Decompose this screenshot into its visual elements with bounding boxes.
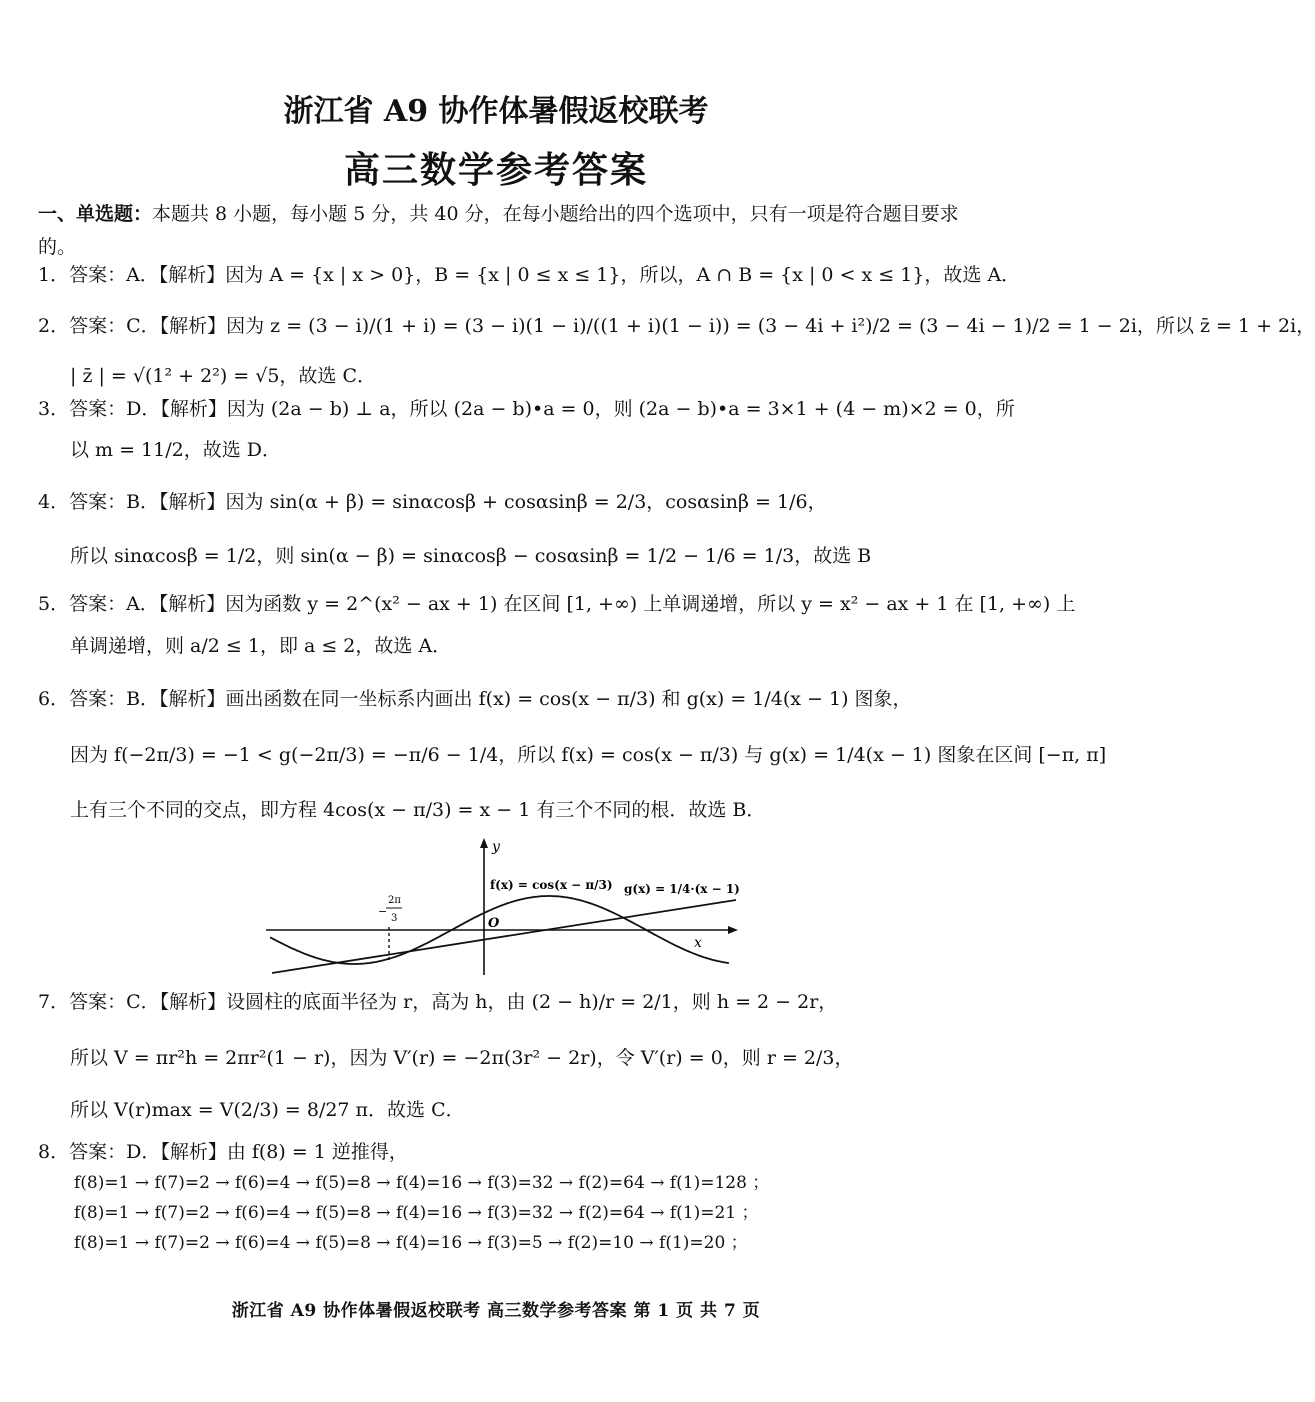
answer-8-line-4: f(8)=1 → f(7)=2 → f(6)=4 → f(5)=8 → f(4)=16 → f(3)=5 → f(2)=10 → f(1)=20 ； <box>74 1233 748 1253</box>
y-axis-arrow <box>480 838 488 848</box>
answer-4-line-2: 所以 sinαcosβ = 1/2，则 sin(α − β) = sinαcosβ − cosαsinβ = 1/2 − 1/6 = 1/3，故选 B <box>70 545 872 567</box>
f-label: f(x) = cos(x − π/3) <box>490 878 613 892</box>
x-axis-arrow <box>728 926 738 934</box>
x-axis-label: x <box>694 935 702 951</box>
tick-sign: − <box>378 905 388 918</box>
answer-7-line-1: 7．答案：C．【解析】设圆柱的底面半径为 r，高为 h，由 (2 − h)/r = 2/1，则 h = 2 − 2r， <box>38 991 838 1013</box>
origin-label: O <box>488 916 500 931</box>
answer-8-line-1: 8．答案：D．【解析】由 f(8) = 1 逆推得， <box>38 1141 408 1163</box>
g-label: g(x) = 1/4·(x − 1) <box>624 882 740 896</box>
answer-6-line-3: 上有三个不同的交点，即方程 4cos(x − π/3) = x − 1 有三个不同的根．故选 B． <box>70 799 766 821</box>
answer-5-line-2: 单调递增，则 a/2 ≤ 1，即 a ≤ 2，故选 A． <box>70 635 452 657</box>
answer-4-line-1: 4．答案：B．【解析】因为 sin(α + β) = sinαcosβ + cosαsinβ = 2/3，cosαsinβ = 1/6， <box>38 491 827 513</box>
answer-2-line-1: 2．答案：C．【解析】因为 z = (3 − i)/(1 + i) = (3 − i)(1 − i)/((1 + i)(1 − i)) = (3 − 4i + i²)/2 = (3 − 4i − 1)/2 = 1 − 2i，所以 z̄ = 1 + 2i， <box>38 315 1315 337</box>
answer-5-line-1: 5．答案：A．【解析】因为函数 y = 2^(x² − ax + 1) 在区间 [1, +∞) 上单调递增，所以 y = x² − ax + 1 在 [1, +∞) 上 <box>38 593 1076 615</box>
answer-1: 1．答案：A．【解析】因为 A = {x | x > 0}，B = {x | 0 ≤ x ≤ 1}，所以，A ∩ B = {x | 0 < x ≤ 1}，故选 A． <box>38 264 1021 286</box>
answer-8-line-3: f(8)=1 → f(7)=2 → f(6)=4 → f(5)=8 → f(4)=16 → f(3)=32 → f(2)=64 → f(1)=21 ； <box>74 1203 759 1223</box>
answer-6-line-2: 因为 f(−2π/3) = −1 < g(−2π/3) = −π/6 − 1/4，所以 f(x) = cos(x − π/3) 与 g(x) = 1/4(x − 1) 图象在区间 [−π, π] <box>70 744 1107 766</box>
function-graph <box>258 835 748 980</box>
y-axis-label: y <box>492 839 500 855</box>
tick-numerator: 2π <box>388 895 401 906</box>
answer-6-line-1: 6．答案：B．【解析】画出函数在同一坐标系内画出 f(x) = cos(x − π/3) 和 g(x) = 1/4(x − 1) 图象， <box>38 688 912 710</box>
document-title: 浙江省 A9 协作体暑假返校联考 <box>283 94 709 129</box>
answer-7-line-2: 所以 V = πr²h = 2πr²(1 − r)，因为 V′(r) = −2π(3r² − 2r)，令 V′(r) = 0，则 r = 2/3， <box>70 1047 854 1069</box>
tick-denominator: 3 <box>391 913 398 924</box>
section-heading: 一、单选题： <box>38 203 153 225</box>
page-footer: 浙江省 A9 协作体暑假返校联考 高三数学参考答案 第 1 页 共 7 页 <box>231 1301 761 1321</box>
answer-3-line-1: 3．答案：D．【解析】因为 (2a − b) ⊥ a，所以 (2a − b)•a = 0，则 (2a − b)•a = 3×1 + (4 − m)×2 = 0，所 <box>38 398 1015 420</box>
answer-3-line-2: 以 m = 11/2，故选 D． <box>70 439 281 461</box>
section-intro <box>38 198 968 264</box>
document-subtitle: 高三数学参考答案 <box>343 149 648 191</box>
answer-7-line-3: 所以 V(r)max = V(2/3) = 8/27 π．故选 C． <box>70 1099 465 1121</box>
answer-8-line-2: f(8)=1 → f(7)=2 → f(6)=4 → f(5)=8 → f(4)=16 → f(3)=32 → f(2)=64 → f(1)=128 ； <box>74 1173 770 1193</box>
section-instructions: 本题共 8 小题，每小题 5 分，共 40 分，在每小题给出的四个选项中，只有一项是符合题目要求的。 <box>38 203 959 258</box>
linear-line <box>272 900 736 973</box>
answer-2-line-2: | z̄ | = √(1² + 2²) = √5，故选 C． <box>70 365 377 387</box>
